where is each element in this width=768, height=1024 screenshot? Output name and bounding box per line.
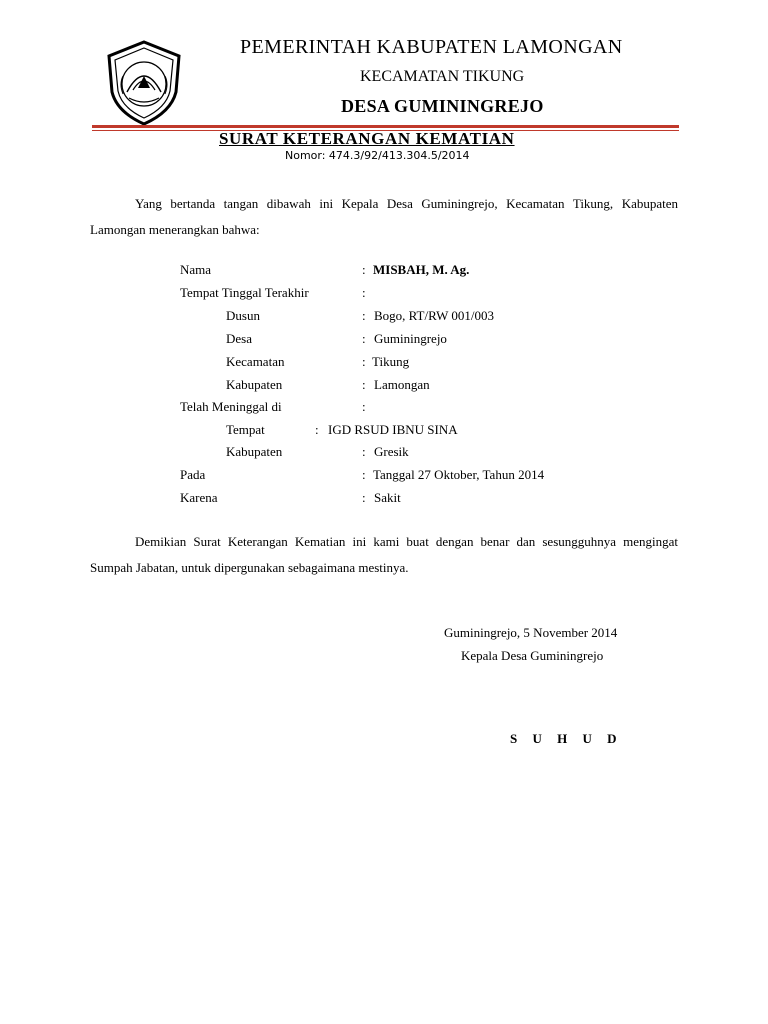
field-label-kabupaten: Kabupaten xyxy=(226,377,283,392)
field-label-pada: Pada xyxy=(180,467,206,482)
field-value-desa: Guminingrejo xyxy=(374,331,447,346)
document-number: Nomor: 474.3/92/413.304.5/2014 xyxy=(285,149,470,162)
field-sep-kabupaten: : xyxy=(362,377,366,392)
field-value-kabupaten2: Gresik xyxy=(374,444,409,459)
letterhead-divider-thick xyxy=(92,125,679,128)
field-sep-meninggal: : xyxy=(362,399,366,414)
field-sep-pada: : xyxy=(362,467,366,482)
field-value-kecamatan: Tikung xyxy=(372,354,410,369)
field-value-dusun: Bogo, RT/RW 001/003 xyxy=(374,308,494,323)
signature-place-date: Guminingrejo, 5 November 2014 xyxy=(444,625,618,640)
field-sep-tempat-tinggal: : xyxy=(362,285,366,300)
field-sep-nama: : xyxy=(362,262,366,277)
signature-name: S U H U D xyxy=(510,731,623,746)
field-value-pada: Tanggal 27 Oktober, Tahun 2014 xyxy=(373,467,545,482)
field-value-tempat: IGD RSUD IBNU SINA xyxy=(328,422,458,437)
letterhead-village: DESA GUMININGREJO xyxy=(341,96,544,116)
regency-emblem-logo xyxy=(105,40,183,126)
opening-paragraph: Yang bertanda tangan dibawah ini Kepala Desa Guminingrejo, Kecamatan Tikung, Kabupaten Lamongan menerangkan bahwa: xyxy=(90,196,678,237)
field-label-desa: Desa xyxy=(226,331,252,346)
document-title: SURAT KETERANGAN KEMATIAN xyxy=(219,129,515,148)
closing-paragraph: Demikian Surat Keterangan Kematian ini kami buat dengan benar dan sesungguhnya mengingat Sumpah Jabatan, untuk dipergunakan sebagaimana mestinya. xyxy=(90,534,678,575)
field-label-dusun: Dusun xyxy=(226,308,260,323)
field-label-kabupaten2: Kabupaten xyxy=(226,444,283,459)
field-sep-karena: : xyxy=(362,490,366,505)
field-sep-kabupaten2: : xyxy=(362,444,366,459)
letterhead-government: PEMERINTAH KABUPATEN LAMONGAN xyxy=(240,36,623,58)
field-label-tempat: Tempat xyxy=(226,422,265,437)
field-sep-dusun: : xyxy=(362,308,366,323)
field-label-nama: Nama xyxy=(180,262,212,277)
signature-position: Kepala Desa Guminingrejo xyxy=(461,648,604,663)
field-value-kabupaten: Lamongan xyxy=(374,377,430,392)
field-label-meninggal: Telah Meninggal di xyxy=(180,399,282,414)
field-sep-desa: : xyxy=(362,331,366,346)
field-sep-tempat: : xyxy=(315,422,319,437)
field-value-karena: Sakit xyxy=(374,490,401,505)
field-label-karena: Karena xyxy=(180,490,218,505)
field-label-kecamatan: Kecamatan xyxy=(226,354,285,369)
letterhead-district: KECAMATAN TIKUNG xyxy=(360,68,525,85)
field-value-nama: MISBAH, M. Ag. xyxy=(373,262,470,277)
field-label-tempat-tinggal: Tempat Tinggal Terakhir xyxy=(180,285,309,300)
field-sep-kecamatan: : xyxy=(362,354,366,369)
